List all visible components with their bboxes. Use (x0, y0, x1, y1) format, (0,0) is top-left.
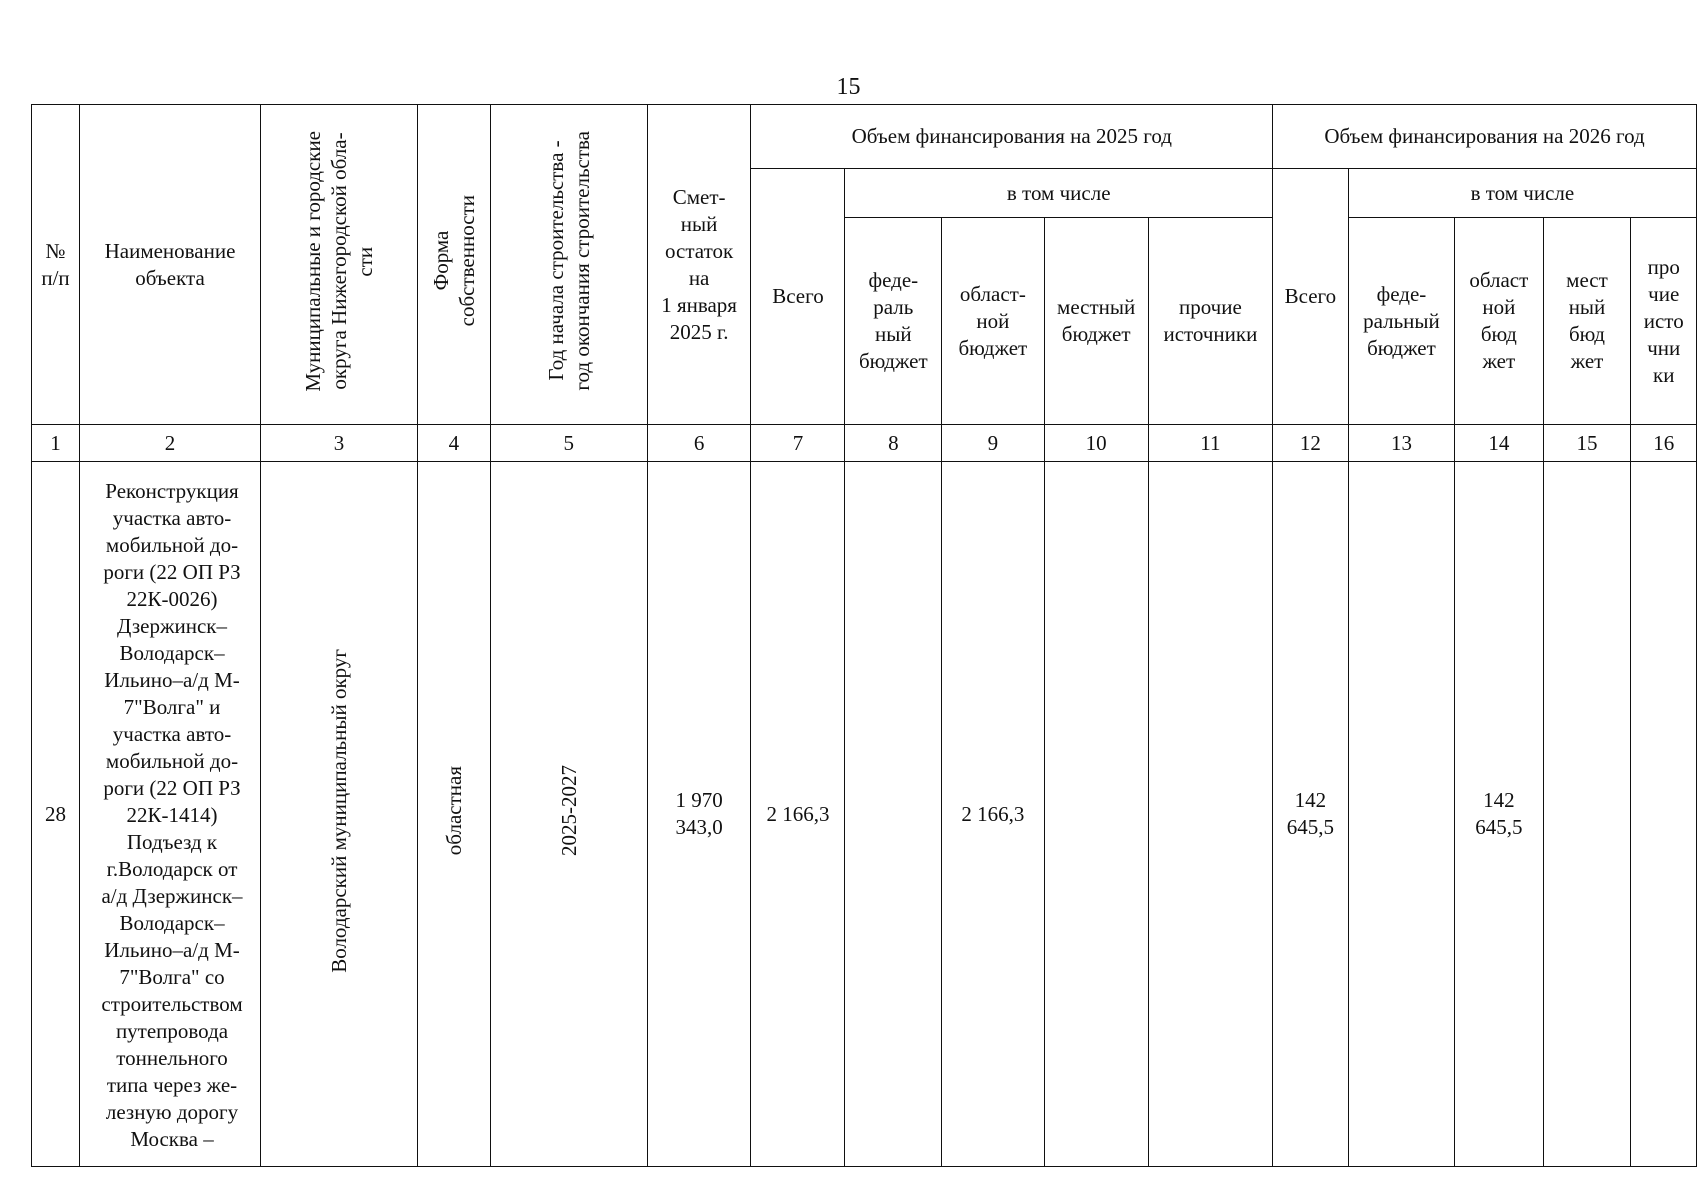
column-number: 12 (1273, 425, 1349, 462)
row-num: 28 (32, 462, 80, 1167)
header-funding-2025: Объем финансирования на 2025 год (751, 105, 1273, 169)
column-number: 14 (1455, 425, 1543, 462)
column-number: 10 (1044, 425, 1148, 462)
header-funding-2026: Объем финансирования на 2026 год (1273, 105, 1697, 169)
row-2026-local (1543, 462, 1631, 1167)
header-ownership: Форма собственности (417, 105, 490, 425)
object-name: Реконструкция участка авто- мобильной до- роги (22 ОП РЗ 22К-0026) Дзержинск– Володарск– Ильино–а/д М- 7"Волга" и участка авто- мобильной до- роги (22 ОП РЗ 22К-1414) Подъезд к г.Володарск от а/д Дзержинск– Володарск– Ильино–а/д М- 7"Волга" со строительством путепровода тоннельного типа через же- лезную дорогу Москва – (80, 462, 261, 1167)
header-num: № п/п (32, 105, 80, 425)
row-2025-total: 2 166,3 (751, 462, 845, 1167)
header-2026-federal: феде- ральный бюджет (1348, 218, 1454, 425)
column-number: 13 (1348, 425, 1454, 462)
row-ownership: областная (417, 462, 490, 1167)
header-2026-regional: област ной бюд жет (1455, 218, 1543, 425)
column-number: 1 (32, 425, 80, 462)
financing-table (31, 104, 1697, 1167)
header-estimate-balance: Смет- ный остаток на 1 января 2025 г. (647, 105, 751, 425)
column-number: 7 (751, 425, 845, 462)
column-number: 9 (942, 425, 1044, 462)
header-2025-federal: феде- раль ный бюджет (845, 218, 942, 425)
header-name: Наименование объекта (80, 105, 261, 425)
column-number: 16 (1631, 425, 1697, 462)
row-2025-federal (845, 462, 942, 1167)
row-2026-federal (1348, 462, 1454, 1167)
header-2026-total: Всего (1273, 169, 1349, 425)
table-row (32, 462, 1697, 1167)
column-number: 5 (490, 425, 647, 462)
header-2025-regional: област- ной бюджет (942, 218, 1044, 425)
header-2026-other: про чие исто чни ки (1631, 218, 1697, 425)
row-2025-regional: 2 166,3 (942, 462, 1044, 1167)
column-number: 4 (417, 425, 490, 462)
row-2025-other (1148, 462, 1272, 1167)
column-number-row (32, 425, 1697, 462)
row-2026-total: 142 645,5 (1273, 462, 1349, 1167)
page-number: 15 (836, 74, 861, 100)
column-number: 2 (80, 425, 261, 462)
column-number: 3 (260, 425, 417, 462)
row-municipality: Володарский муниципальный округ (260, 462, 417, 1167)
column-number: 11 (1148, 425, 1272, 462)
row-estimate-balance: 1 970 343,0 (647, 462, 751, 1167)
column-number: 6 (647, 425, 751, 462)
header-2025-total: Всего (751, 169, 845, 425)
row-years: 2025-2027 (490, 462, 647, 1167)
row-2026-other (1631, 462, 1697, 1167)
header-2026-local: мест ный бюд жет (1543, 218, 1631, 425)
header-2026-including: в том числе (1348, 169, 1696, 218)
column-number: 15 (1543, 425, 1631, 462)
header-years: Год начала строительства - год окончания строительства (490, 105, 647, 425)
row-2026-regional: 142 645,5 (1455, 462, 1543, 1167)
header-municipality: Муниципальные и городские округа Нижегородской обла- сти (260, 105, 417, 425)
header-2025-local: местный бюджет (1044, 218, 1148, 425)
column-number: 8 (845, 425, 942, 462)
row-2025-local (1044, 462, 1148, 1167)
header-2025-including: в том числе (845, 169, 1273, 218)
header-2025-other: прочие источники (1148, 218, 1272, 425)
